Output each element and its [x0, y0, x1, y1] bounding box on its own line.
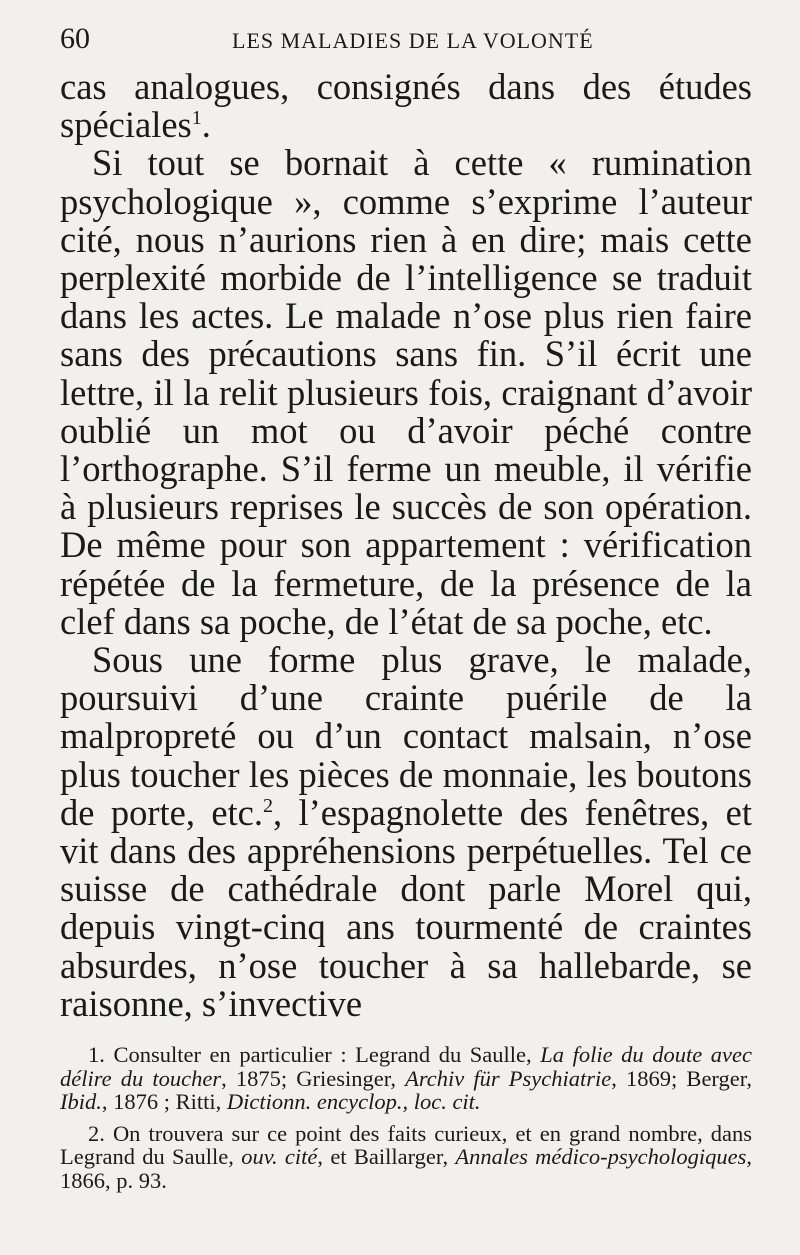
- paragraph-continuation: cas analogues, consignés dans des études spéciales$^1$.: [60, 66, 752, 146]
- page-number: 60: [60, 22, 90, 55]
- footnote-ref-1: 1: [191, 107, 202, 130]
- footnote-1: 1. Consulter en particulier : Legrand du Saulle, La folie du doute avec délire du toucher, 1875; Griesinger, Archiv für Psychiatrie, 1869; Berger, Ibid., 1876 ; Ritti, Dictionn. encyclop., loc. cit.: [60, 1042, 753, 1115]
- running-title: LES MALADIES DE LA VOLONTÉ: [232, 28, 594, 53]
- body-text: [60, 68, 752, 1023]
- footnotes: [60, 1043, 752, 1192]
- paragraph-forme-grave: Sous une forme plus grave, le malade, poursuivi d’une crainte puérile de la malpropreté ou d’un contact malsain, n’ose plus toucher les pièces de monnaie, les boutons de porte, etc.$^2$, l’espagnolette des fenêtres, et vit dans des appréhensions perpétuelles. Tel ce suisse de cathédrale dont parle Morel qui, depuis vingt-cinq ans tourmenté de craintes absurdes, n’ose toucher à sa hallebarde, se raisonne, s’invective: [60, 639, 752, 1024]
- footnote-ref-2: 2: [262, 794, 274, 817]
- page-header: [60, 22, 752, 72]
- footnote-2: 2. On trouvera sur ce point des faits curieux, et en grand nombre, dans Legrand du Saulle, ouv. cité, et Baillarger, Annales médico-psychologiques, 1866, p. 93.: [60, 1120, 752, 1193]
- paragraph-rumination: Si tout se bornait à cette « rumination psychologique », comme s’exprime l’auteur cité, nous n’aurions rien à en dire; mais cette perplexité morbide de l’intelligence se traduit dans les actes. Le malade n’ose plus rien faire sans des précautions sans fin. S’il écrit une lettre, il la relit plusieurs fois, craignant d’avoir oublié un mot ou d’avoir péché contre l’orthographe. S’il ferme un meuble, il vérifie à plusieurs reprises le succès de son opération. De même pour son appartement : vérification répétée de la fermeture, de la présence de la clef dans sa poche, de l’état de sa poche, etc.: [60, 142, 752, 642]
